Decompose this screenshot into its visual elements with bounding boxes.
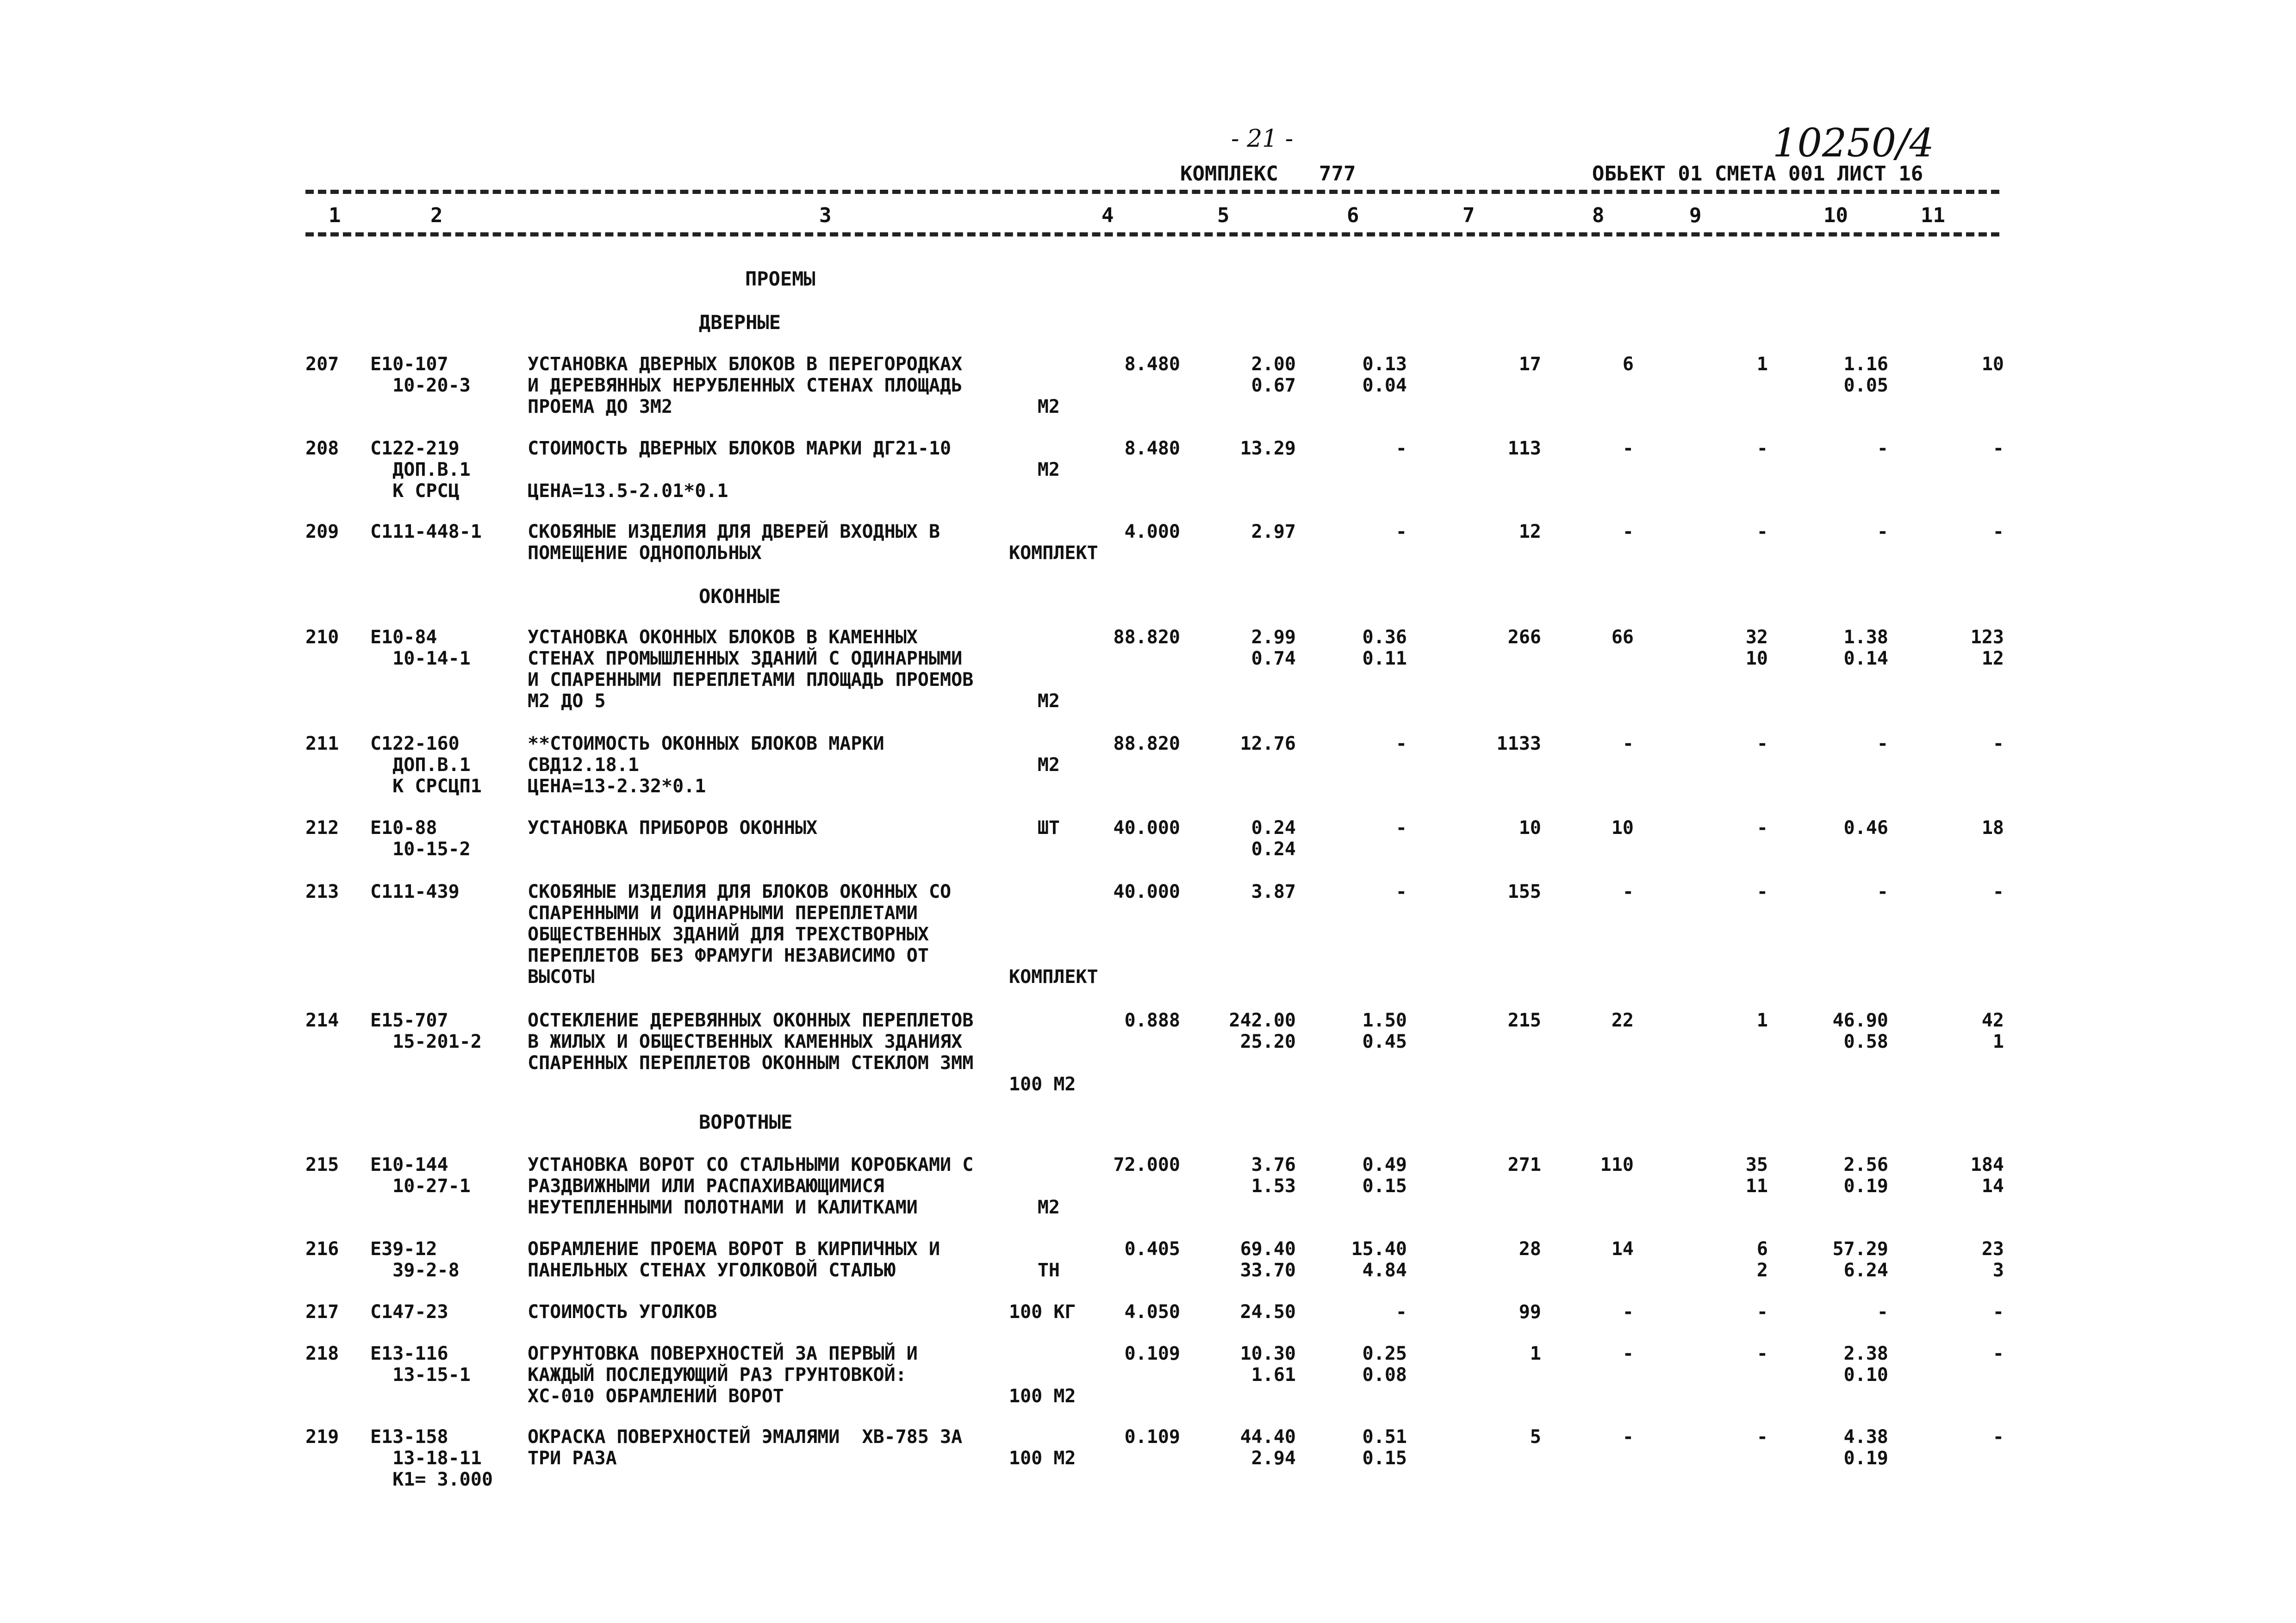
row-col7: 17 — [1518, 354, 1541, 375]
row-col5: 13.29 — [1240, 438, 1296, 459]
row-unit: М2 — [1037, 396, 1060, 417]
row-col11: - — [1992, 521, 2004, 542]
row-col8: 110 — [1600, 1154, 1634, 1175]
row-code: Е13-158 13-18-11 К1= 3.000 — [370, 1426, 493, 1490]
row-col11: 184 14 — [1970, 1154, 2004, 1197]
row-col9: - — [1756, 817, 1768, 839]
row-description: ОКРАСКА ПОВЕРХНОСТЕЙ ЭМАЛЯМИ ХВ-785 ЗА ТРИ РАЗА — [528, 1426, 963, 1469]
row-description: УСТАНОВКА ОКОННЫХ БЛОКОВ В КАМЕННЫХ СТЕНАХ ПРОМЫШЛЕННЫХ ЗДАНИЙ С ОДИНАРНЫМИ И СПАРЕННЫМИ ПЕРЕПЛЕТАМИ ПЛОЩАДЬ ПРОЕМОВ М2 ДО 5 — [528, 627, 974, 712]
row-quantity: 88.820 — [1113, 733, 1180, 754]
row-col7: 1 — [1530, 1343, 1541, 1364]
row-quantity: 72.000 — [1113, 1154, 1180, 1175]
handwritten-number: 10250/4 — [1773, 120, 1934, 166]
row-quantity: 0.109 — [1124, 1426, 1180, 1448]
row-code: Е10-107 10-20-3 — [370, 354, 471, 396]
row-col10: 2.56 0.19 — [1843, 1154, 1888, 1197]
row-quantity: 40.000 — [1113, 817, 1180, 839]
complex-label: КОМПЛЕКС — [1180, 162, 1278, 186]
row-col7: 266 — [1507, 627, 1541, 648]
row-col6: 0.25 0.08 — [1362, 1343, 1407, 1386]
row-col7: 12 — [1518, 521, 1541, 542]
row-col9: - — [1756, 733, 1768, 754]
row-col6: - — [1395, 438, 1407, 459]
row-col10: 0.46 — [1843, 817, 1888, 839]
row-col10: - — [1877, 1301, 1888, 1323]
row-number: 211 — [305, 733, 339, 754]
row-col6: 0.51 0.15 — [1362, 1426, 1407, 1469]
row-col9: - — [1756, 1343, 1768, 1364]
section-heading: ОКОННЫЕ — [699, 585, 781, 608]
row-col5: 2.99 0.74 — [1251, 627, 1296, 669]
row-unit: 100 М2 — [1009, 1074, 1076, 1095]
row-col7: 99 — [1518, 1301, 1541, 1323]
row-code: С122-160 ДОП.В.1 К СРСЦП1 — [370, 733, 482, 797]
row-code: Е10-144 10-27-1 — [370, 1154, 471, 1197]
row-col7: 1133 — [1496, 733, 1541, 754]
row-col8: 22 — [1611, 1010, 1634, 1031]
row-col11: - — [1992, 438, 2004, 459]
row-col5: 3.76 1.53 — [1251, 1154, 1296, 1197]
row-col9: - — [1756, 881, 1768, 902]
row-quantity: 0.888 — [1124, 1010, 1180, 1031]
row-col6: 1.50 0.45 — [1362, 1010, 1407, 1052]
row-col9: - — [1756, 1426, 1768, 1448]
row-col10: 2.38 0.10 — [1843, 1343, 1888, 1386]
row-number: 217 — [305, 1301, 339, 1323]
row-col8: - — [1622, 521, 1634, 542]
row-col11: - — [1992, 733, 2004, 754]
row-unit: 100 М2 — [1009, 1386, 1076, 1407]
row-col10: - — [1877, 438, 1888, 459]
row-code: Е15-707 15-201-2 — [370, 1010, 482, 1052]
row-number: 215 — [305, 1154, 339, 1175]
row-quantity: 40.000 — [1113, 881, 1180, 902]
row-description: СТОИМОСТЬ ДВЕРНЫХ БЛОКОВ МАРКИ ДГ21-10 ЦЕНА=13.5-2.01*0.1 — [528, 438, 952, 502]
column-header-6: 6 — [1347, 204, 1359, 227]
row-col5: 2.97 — [1251, 521, 1296, 542]
column-header-5: 5 — [1217, 204, 1230, 227]
header-rule-top — [305, 190, 1999, 194]
column-header-8: 8 — [1592, 204, 1605, 227]
row-col8: - — [1622, 733, 1634, 754]
row-description: ОБРАМЛЕНИЕ ПРОЕМА ВОРОТ В КИРПИЧНЫХ И ПАНЕЛЬНЫХ СТЕНАХ УГОЛКОВОЙ СТАЛЬЮ — [528, 1238, 940, 1281]
row-col10: - — [1877, 733, 1888, 754]
row-unit: М2 — [1037, 1197, 1060, 1218]
row-number: 210 — [305, 627, 339, 648]
column-header-4: 4 — [1101, 204, 1114, 227]
header-rule-bottom — [305, 232, 1999, 236]
row-col5: 24.50 — [1240, 1301, 1296, 1323]
row-number: 216 — [305, 1238, 339, 1260]
row-col7: 10 — [1518, 817, 1541, 839]
row-number: 218 — [305, 1343, 339, 1364]
row-col5: 3.87 — [1251, 881, 1296, 902]
row-description: ОГРУНТОВКА ПОВЕРХНОСТЕЙ ЗА ПЕРВЫЙ И КАЖДЫЙ ПОСЛЕДУЮЩИЙ РАЗ ГРУНТОВКОЙ: ХС-010 ОБРАМЛЕНИЙ ВОРОТ — [528, 1343, 918, 1407]
row-col7: 155 — [1507, 881, 1541, 902]
row-unit: 100 М2 — [1009, 1448, 1076, 1469]
row-col8: - — [1622, 1301, 1634, 1323]
row-code: С147-23 — [370, 1301, 448, 1323]
row-col10: 57.29 6.24 — [1832, 1238, 1888, 1281]
row-col5: 242.00 25.20 — [1229, 1010, 1296, 1052]
row-quantity: 4.050 — [1124, 1301, 1180, 1323]
row-quantity: 4.000 — [1124, 521, 1180, 542]
row-description: УСТАНОВКА ДВЕРНЫХ БЛОКОВ В ПЕРЕГОРОДКАХ И ДЕРЕВЯННЫХ НЕРУБЛЕННЫХ СТЕНАХ ПЛОЩАДЬ ПРОЕМА ДО 3М2 — [528, 354, 963, 417]
row-col11: 10 — [1981, 354, 2004, 375]
row-number: 213 — [305, 881, 339, 902]
row-col6: - — [1395, 733, 1407, 754]
row-description: СТОИМОСТЬ УГОЛКОВ — [528, 1301, 717, 1323]
row-unit: М2 — [1037, 690, 1060, 712]
row-col8: 10 — [1611, 817, 1634, 839]
row-col7: 215 — [1507, 1010, 1541, 1031]
row-unit: М2 — [1037, 459, 1060, 480]
row-col7: 28 — [1518, 1238, 1541, 1260]
row-code: С111-439 — [370, 881, 460, 902]
row-col8: 6 — [1622, 354, 1634, 375]
section-heading: ВОРОТНЫЕ — [699, 1111, 793, 1133]
row-quantity: 8.480 — [1124, 438, 1180, 459]
row-code: С111-448-1 — [370, 521, 482, 542]
row-col6: 0.13 0.04 — [1362, 354, 1407, 396]
section-heading: ДВЕРНЫЕ — [699, 311, 781, 334]
row-unit: ТН — [1037, 1260, 1060, 1281]
row-col9: - — [1756, 1301, 1768, 1323]
row-code: Е13-116 13-15-1 — [370, 1343, 471, 1386]
row-number: 207 — [305, 354, 339, 375]
row-col6: 15.40 4.84 — [1351, 1238, 1407, 1281]
row-number: 208 — [305, 438, 339, 459]
row-col6: - — [1395, 521, 1407, 542]
column-header-2: 2 — [430, 204, 443, 227]
row-col6: - — [1395, 881, 1407, 902]
row-col9: 35 11 — [1745, 1154, 1768, 1197]
row-col6: 0.49 0.15 — [1362, 1154, 1407, 1197]
row-code: С122-219 ДОП.В.1 К СРСЦ — [370, 438, 471, 502]
section-heading: ПРОЕМЫ — [745, 267, 815, 290]
row-col8: - — [1622, 438, 1634, 459]
row-col10: 1.38 0.14 — [1843, 627, 1888, 669]
row-col10: 46.90 0.58 — [1832, 1010, 1888, 1052]
row-col8: - — [1622, 881, 1634, 902]
complex-value: 777 — [1319, 162, 1356, 186]
row-col11: 42 1 — [1981, 1010, 2004, 1052]
row-description: УСТАНОВКА ВОРОТ СО СТАЛЬНЫМИ КОРОБКАМИ С РАЗДВИЖНЫМИ ИЛИ РАСПАХИВАЮЩИМИСЯ НЕУТЕПЛЕННЫМИ ПОЛОТНАМИ И КАЛИТКАМИ — [528, 1154, 974, 1218]
row-col9: 1 — [1756, 354, 1768, 375]
column-header-11: 11 — [1921, 204, 1945, 227]
row-number: 212 — [305, 817, 339, 839]
column-header-3: 3 — [819, 204, 832, 227]
row-col5: 12.76 — [1240, 733, 1296, 754]
row-col11: 23 3 — [1981, 1238, 2004, 1281]
row-description: УСТАНОВКА ПРИБОРОВ ОКОННЫХ — [528, 817, 818, 839]
row-col10: 1.16 0.05 — [1843, 354, 1888, 396]
row-unit: КОМПЛЕКТ — [1009, 542, 1098, 564]
row-col9: 32 10 — [1745, 627, 1768, 669]
row-col11: - — [1992, 1343, 2004, 1364]
row-col8: 14 — [1611, 1238, 1634, 1260]
row-code: Е10-88 10-15-2 — [370, 817, 471, 860]
row-col10: 4.38 0.19 — [1843, 1426, 1888, 1469]
row-col5: 0.24 0.24 — [1251, 817, 1296, 860]
row-quantity: 8.480 — [1124, 354, 1180, 375]
column-header-7: 7 — [1462, 204, 1475, 227]
row-number: 214 — [305, 1010, 339, 1031]
row-col5: 69.40 33.70 — [1240, 1238, 1296, 1281]
page-number: - 21 - — [1231, 125, 1294, 153]
row-code: Е10-84 10-14-1 — [370, 627, 471, 669]
row-description: СКОБЯНЫЕ ИЗДЕЛИЯ ДЛЯ БЛОКОВ ОКОННЫХ СО СПАРЕННЫМИ И ОДИНАРНЫМИ ПЕРЕПЛЕТАМИ ОБЩЕСТВЕННЫХ ЗДАНИЙ ДЛЯ ТРЕХСТВОРНЫХ ПЕРЕПЛЕТОВ БЕЗ ФРАМУГИ НЕЗАВИСИМО ОТ ВЫСОТЫ — [528, 881, 952, 988]
row-col9: 1 — [1756, 1010, 1768, 1031]
row-col9: 6 2 — [1756, 1238, 1768, 1281]
row-col11: 18 — [1981, 817, 2004, 839]
row-code: Е39-12 39-2-8 — [370, 1238, 460, 1281]
row-unit: ШТ — [1037, 817, 1060, 839]
row-description: СКОБЯНЫЕ ИЗДЕЛИЯ ДЛЯ ДВЕРЕЙ ВХОДНЫХ В ПОМЕЩЕНИЕ ОДНОПОЛЬНЫХ — [528, 521, 940, 564]
row-quantity: 0.109 — [1124, 1343, 1180, 1364]
row-unit: КОМПЛЕКТ — [1009, 966, 1098, 988]
object-info: ОБЬЕКТ 01 СМЕТА 001 ЛИСТ 16 — [1592, 162, 1923, 186]
row-col6: 0.36 0.11 — [1362, 627, 1407, 669]
row-col6: - — [1395, 817, 1407, 839]
row-col7: 5 — [1530, 1426, 1541, 1448]
row-unit: М2 — [1037, 754, 1060, 776]
row-col8: - — [1622, 1426, 1634, 1448]
row-col11: - — [1992, 1426, 2004, 1448]
column-header-1: 1 — [329, 204, 341, 227]
row-unit: 100 КГ — [1009, 1301, 1076, 1323]
row-quantity: 0.405 — [1124, 1238, 1180, 1260]
column-header-9: 9 — [1689, 204, 1702, 227]
row-col10: - — [1877, 521, 1888, 542]
row-col11: - — [1992, 881, 2004, 902]
column-header-10: 10 — [1823, 204, 1848, 227]
row-col5: 2.00 0.67 — [1251, 354, 1296, 396]
row-col5: 10.30 1.61 — [1240, 1343, 1296, 1386]
row-col7: 113 — [1507, 438, 1541, 459]
row-col10: - — [1877, 881, 1888, 902]
row-col11: - — [1992, 1301, 2004, 1323]
row-description: ОСТЕКЛЕНИЕ ДЕРЕВЯННЫХ ОКОННЫХ ПЕРЕПЛЕТОВ В ЖИЛЫХ И ОБЩЕСТВЕННЫХ КАМЕННЫХ ЗДАНИЯХ СПАРЕННЫХ ПЕРЕПЛЕТОВ ОКОННЫМ СТЕКЛОМ 3ММ — [528, 1010, 974, 1074]
row-quantity: 88.820 — [1113, 627, 1180, 648]
row-col9: - — [1756, 438, 1768, 459]
row-col6: - — [1395, 1301, 1407, 1323]
row-col8: - — [1622, 1343, 1634, 1364]
row-description: **СТОИМОСТЬ ОКОННЫХ БЛОКОВ МАРКИ СВД12.18.1 ЦЕНА=13-2.32*0.1 — [528, 733, 884, 797]
row-col8: 66 — [1611, 627, 1634, 648]
row-col9: - — [1756, 521, 1768, 542]
row-col11: 123 12 — [1970, 627, 2004, 669]
row-number: 209 — [305, 521, 339, 542]
row-col5: 44.40 2.94 — [1240, 1426, 1296, 1469]
row-number: 219 — [305, 1426, 339, 1448]
row-col7: 271 — [1507, 1154, 1541, 1175]
